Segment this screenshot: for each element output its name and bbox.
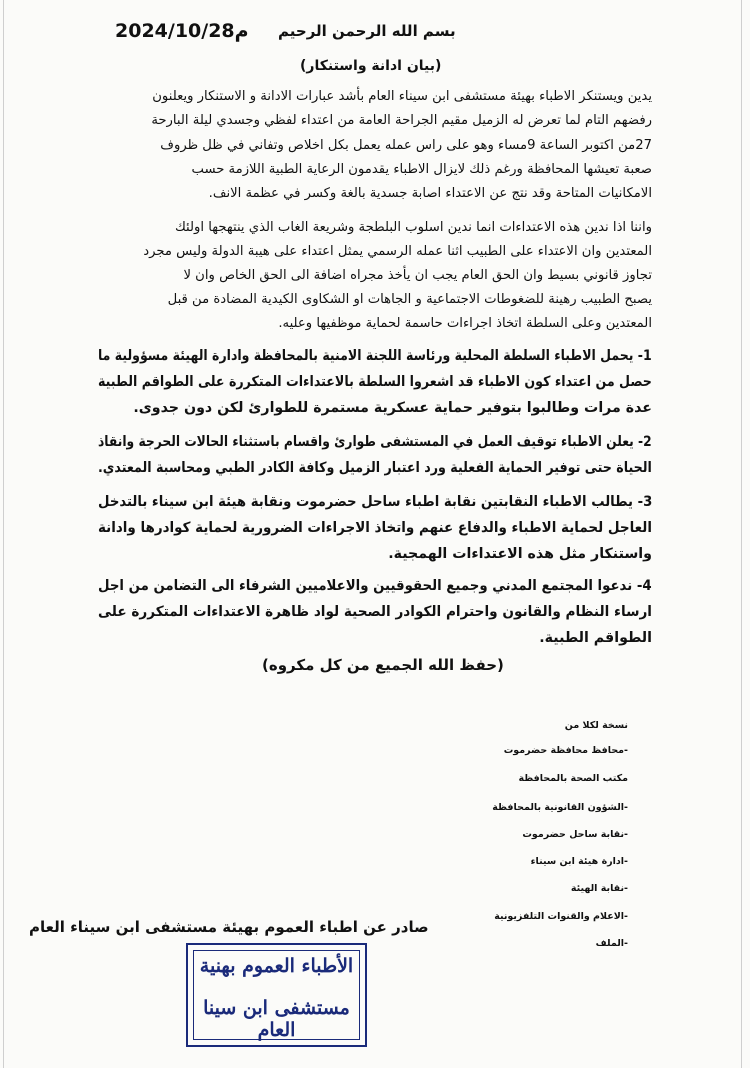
stamp-line-1: الأطباء العموم بهنية <box>199 955 354 977</box>
point-4-line: ارساء النظام والقانون واحترام الكوادر الصحية لواد ظاهرة الاعتداءات المتكررة على <box>98 604 652 620</box>
point-1-line: عدة مرات وطالبوا بتوفير حماية عسكرية مستمرة للطوارئ لكن دون جدوى. <box>133 400 652 416</box>
cc-item: -ادارة هيئة ابن سيناء <box>530 856 628 867</box>
cc-item: مكتب الصحة بالمحافظة <box>518 773 628 784</box>
document-date: 2024/10/28م <box>115 20 249 42</box>
point-4-line: 4- ندعوا المجتمع المدني وجميع الحقوقيين والاعلاميين الشرفاء الى التضامن من اجل <box>98 578 652 594</box>
paragraph-2-line: يصبح الطبيب رهينة للضغوطات الاجتماعية و الجاهات او الشكاوى الكيدية المضادة من قبل <box>167 292 652 307</box>
official-stamp <box>186 943 367 1047</box>
paragraph-2-line: المعتدين وعلى السلطة اتخاذ اجراءات حاسمة لحماية موظفيها وعليه. <box>278 316 652 331</box>
page-edge-right <box>741 0 742 1068</box>
basmala: بسم الله الرحمن الرحيم <box>278 22 456 40</box>
paragraph-1-line: يدين ويستنكر الاطباء بهيئة مستشفى ابن سيناء العام بأشد عبارات الادانة و الاستنكار ويعلنون <box>152 89 652 104</box>
paragraph-2-line: واننا اذا ندين هذه الاعتداءات انما ندين اسلوب البلطجة وشريعة الغاب الذي ينتهجها اولئك <box>174 220 652 235</box>
page-edge-left <box>3 0 4 1068</box>
point-1-line: حصل من اعتداء كون الاطباء قد اشعروا السلطة بالاعتداءات المتكررة على الطواقم الطبية <box>98 374 652 390</box>
point-3-line: العاجل لحماية الاطباء والدفاع عنهم واتخاذ الاجراءات الضرورية لحماية كوادرها وادانة <box>98 520 652 536</box>
document-title: (بيان ادانة واستنكار) <box>300 58 442 74</box>
paragraph-2-line: تجاوز قانوني بسيط وان الحق العام يجب ان يأخذ مجراه اضافة الى الحق الخاص وان لا <box>183 268 652 283</box>
point-2-line: الحياة حتى توفير الحماية الفعلية ورد اعتبار الزميل وكافة الكادر الطبي ومحاسبة المعتدي. <box>98 460 652 476</box>
point-3-line: 3- يطالب الاطباء النقابتين نقابة اطباء ساحل حضرموت ونقابة هيئة ابن سيناء بالتدخل <box>97 494 652 510</box>
cc-item: -الاعلام والقنوات التلفزيونية <box>494 911 628 922</box>
paragraph-1-line: الامكانيات المتاحة وقد نتج عن الاعتداء اصابة جسدية بالغة وكسر في عظمة الانف. <box>208 186 652 201</box>
paragraph-2-line: المعتدين وان الاعتداء على الطبيب اثنا عمله الرسمي يمثل اعتداء على هيبة الدولة وليس مجرد <box>143 244 652 259</box>
point-3-line: واستنكار مثل هذه الاعتداءات الهمجية. <box>388 546 652 562</box>
paragraph-1-line: 27من اكتوبر الساعة 9مساء وهو على راس عمله يعمل بكل اخلاص وتفاني في ظل ظروف <box>160 138 652 153</box>
point-2-line: 2- يعلن الاطباء توقيف العمل في المستشفى طوارئ واقسام باستثناء الحالات الحرجة وانقاذ <box>98 434 652 450</box>
cc-item: -نقابة الهيئة <box>570 883 628 894</box>
closing-prayer: (حفظ الله الجميع من كل مكروه) <box>262 656 504 674</box>
cc-item: -الشؤون القانونية بالمحافظة <box>492 802 628 813</box>
cc-item: -نقابة ساحل حضرموت <box>522 829 628 840</box>
point-1-line: 1- يحمل الاطباء السلطة المحلية ورئاسة اللجنة الامنية بالمحافظة وادارة الهيئة مسؤولية ما <box>98 348 652 364</box>
cc-heading: نسخة لكلا من <box>564 720 628 731</box>
paragraph-1-line: صعبة تعيشها المحافظة ورغم ذلك لايزال الاطباء يقدمون الرعاية الطبية اللازمة حسب <box>191 162 652 177</box>
cc-item: -الملف <box>595 938 628 949</box>
issued-by: صادر عن اطباء العموم بهيئة مستشفى ابن سيناء العام <box>29 918 429 936</box>
cc-item: -محافظ محافظة حضرموت <box>503 745 628 756</box>
point-4-line: الطواقم الطبية. <box>539 630 652 646</box>
paragraph-1-line: رفضهم التام لما تعرض له الزميل مقيم الجراحة العامة من اعتداء لفظي وجسدي ليلة البارحة <box>151 113 652 128</box>
stamp-line-2: مستشفى ابن سينا العام <box>203 997 350 1041</box>
